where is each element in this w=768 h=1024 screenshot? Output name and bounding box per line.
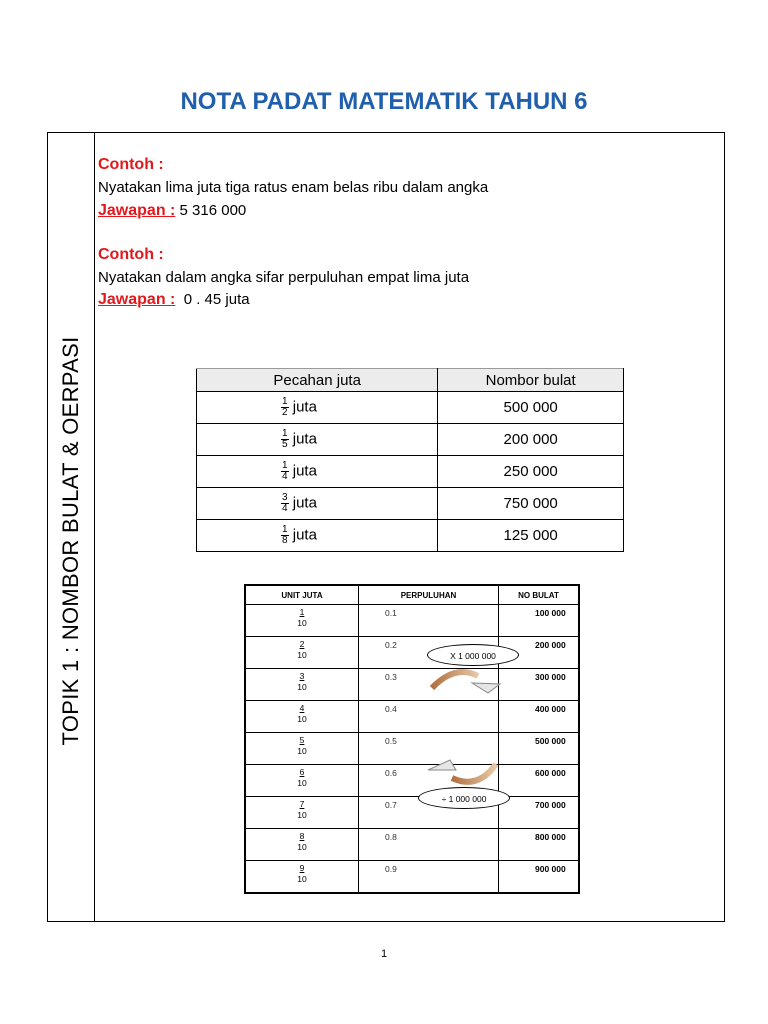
table2-unit-cell: 1 10 bbox=[245, 605, 359, 637]
million-fraction-table bbox=[196, 368, 624, 552]
table2-row bbox=[245, 861, 579, 894]
unit-label: juta bbox=[292, 462, 317, 480]
page-number: 1 bbox=[380, 948, 388, 960]
fraction: $\frac{1}{4}$ bbox=[282, 460, 288, 482]
table2-header-whole: NO BULAT bbox=[499, 585, 580, 605]
divide-oval: ÷ 1 000 000 bbox=[418, 787, 510, 809]
table1-row bbox=[197, 456, 624, 488]
unit-label: juta bbox=[292, 430, 317, 448]
table2-unit-cell: 6 10 bbox=[245, 765, 359, 797]
table1-header-fraction: Pecahan juta bbox=[197, 369, 438, 392]
topic-title: TOPIK 1 : NOMBOR BULAT & OERPASI bbox=[58, 336, 83, 746]
table2-unit-cell: 4 10 bbox=[245, 701, 359, 733]
table2-whole-cell: 200 000 bbox=[499, 637, 580, 669]
table2-decimal-cell: 0.4 bbox=[359, 701, 499, 733]
table2-row bbox=[245, 829, 579, 861]
table2-decimal-cell: 0.6 bbox=[359, 765, 499, 797]
topic-side-column bbox=[48, 133, 95, 921]
table2-whole-cell: 100 000 bbox=[499, 605, 580, 637]
example-2-label: Contoh : bbox=[98, 246, 164, 263]
table2-row bbox=[245, 669, 579, 701]
table2-whole-cell: 600 000 bbox=[499, 765, 580, 797]
fraction: $\frac{1}{5}$ bbox=[282, 428, 288, 450]
example-1-answer: Jawapan : 5 316 000 bbox=[98, 202, 247, 219]
table1-row bbox=[197, 520, 624, 552]
table1-fraction-cell bbox=[197, 392, 438, 424]
table2-unit-cell: 7 10 bbox=[245, 797, 359, 829]
unit-million-table bbox=[244, 584, 580, 894]
table2-whole-cell: 900 000 bbox=[499, 861, 580, 894]
table2-header-decimal: PERPULUHAN bbox=[359, 585, 499, 605]
page-title: NOTA PADAT MATEMATIK TAHUN 6 bbox=[180, 88, 588, 115]
table1-row bbox=[197, 392, 624, 424]
table1-fraction-cell bbox=[197, 424, 438, 456]
table2-unit-cell: 8 10 bbox=[245, 829, 359, 861]
table1-whole-cell: 750 000 bbox=[438, 488, 624, 520]
fraction: $\frac{1}{8}$ bbox=[282, 524, 288, 546]
multiply-oval: X 1 000 000 bbox=[427, 644, 519, 666]
table1-whole-cell: 125 000 bbox=[438, 520, 624, 552]
table1-whole-cell: 250 000 bbox=[438, 456, 624, 488]
table2-whole-cell: 400 000 bbox=[499, 701, 580, 733]
table2-row bbox=[245, 637, 579, 669]
table2-whole-cell: 700 000 bbox=[499, 797, 580, 829]
table2-decimal-cell: 0.2 bbox=[359, 637, 499, 669]
table1-whole-cell: 500 000 bbox=[438, 392, 624, 424]
table2-decimal-cell: 0.5 bbox=[359, 733, 499, 765]
fraction: $\frac{1}{2}$ bbox=[282, 396, 288, 418]
table2-row bbox=[245, 605, 579, 637]
table2-decimal-cell: 0.8 bbox=[359, 829, 499, 861]
unit-label: juta bbox=[292, 398, 317, 416]
example-2-question: Nyatakan dalam angka sifar perpuluhan empat lima juta bbox=[98, 269, 470, 286]
unit-label: juta bbox=[292, 526, 317, 544]
table2-decimal-cell: 0.1 bbox=[359, 605, 499, 637]
table2-whole-cell: 300 000 bbox=[499, 669, 580, 701]
table2-decimal-cell: 0.7 bbox=[359, 797, 499, 829]
table1-fraction-cell bbox=[197, 520, 438, 552]
table2-unit-cell: 3 10 bbox=[245, 669, 359, 701]
table1-row bbox=[197, 424, 624, 456]
table1-fraction-cell bbox=[197, 456, 438, 488]
table1-header-whole: Nombor bulat bbox=[438, 369, 624, 392]
fraction: $\frac{3}{4}$ bbox=[282, 492, 288, 514]
table1-whole-cell: 200 000 bbox=[438, 424, 624, 456]
table2-row bbox=[245, 797, 579, 829]
table2-row bbox=[245, 701, 579, 733]
example-1-question: Nyatakan lima juta tiga ratus enam belas ribu dalam angka bbox=[98, 179, 489, 196]
table2-decimal-cell: 0.9 bbox=[359, 861, 499, 894]
example-1-label: Contoh : bbox=[98, 156, 164, 173]
table2-unit-cell: 2 10 bbox=[245, 637, 359, 669]
table2-header-unit: UNIT JUTA bbox=[245, 585, 359, 605]
table2-unit-cell: 9 10 bbox=[245, 861, 359, 894]
table2-row bbox=[245, 765, 579, 797]
table2-whole-cell: 800 000 bbox=[499, 829, 580, 861]
table2-whole-cell: 500 000 bbox=[499, 733, 580, 765]
table2-row bbox=[245, 733, 579, 765]
table1-fraction-cell bbox=[197, 488, 438, 520]
example-2-answer: Jawapan : 0 . 45 juta bbox=[98, 291, 250, 308]
table2-decimal-cell: 0.3 bbox=[359, 669, 499, 701]
table1-row bbox=[197, 488, 624, 520]
table2-unit-cell: 5 10 bbox=[245, 733, 359, 765]
unit-label: juta bbox=[292, 494, 317, 512]
